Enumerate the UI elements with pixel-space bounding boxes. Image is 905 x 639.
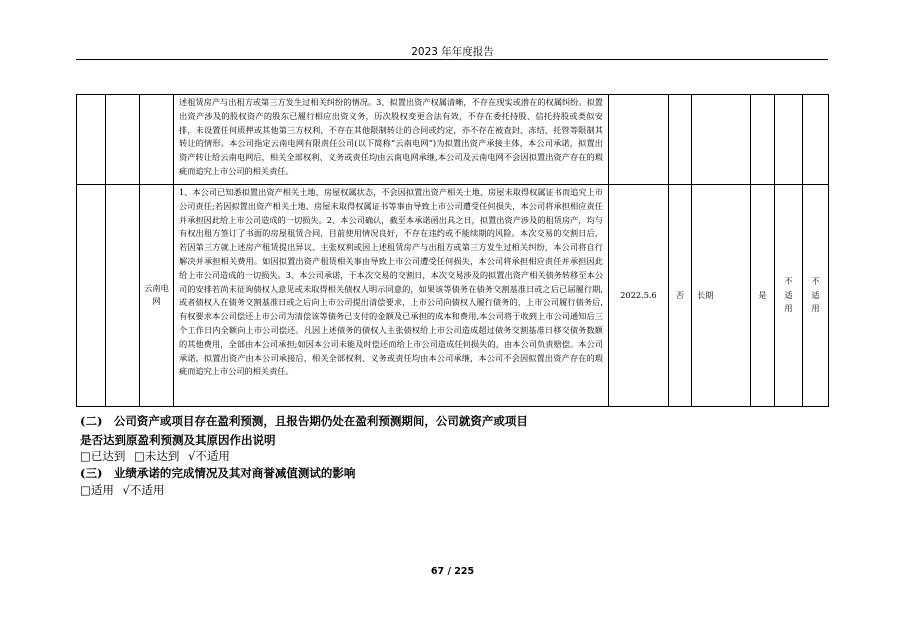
option-not-applicable: √不适用 xyxy=(122,483,165,497)
commitment-party-cell xyxy=(140,185,174,407)
commitment-content: 1、本公司已知悉拟置出资产相关土地、房屋权属状态，不会因拟置出资产相关土地、房屋未取得权属证书而追究上市公司责任;若因拟置出资产相关土地、房屋未取得权属证书等事由导致上市公司遭受任何损失，本公司将承担相应责任并承担因此给上市公司造成的一切损失。2、本公司确认，截至本承诺函出具之日，拟置出资产涉及的租赁房产，均与有权出租方签订了书面的房屋租赁合同，目前使用情况良好，不存在违约或不能续期的风险。本次交易的交割日后，若因第三方就上述房产租赁提出异议、主张权利或因上述租赁房产与出租方或第三方发生过相关纠纷，本公司将自行解决并承担相关费用。如因拟置出资产租赁相关事由导致上市公司遭受任何损失，本公司将承担相应责任并承担因此给上市公司造成的一切损失。3、本公司承诺，于本次交易的交割日，本次交易涉及的拟置出资产相关债务转移至本公司的安排若尚未征询债权人意见或未取得相关债权人明示同意的，如果该等债务在债务交割基准日或之后已届履行期,或者债权人在债务交割基准日或之后向上市公司提出清偿要求，上市公司向债权人履行债务的，上市公司履行债务后,有权要求本公司偿还上市公司为清偿该等债务已支付的金额及已承担的成本和费用,本公司将于收到上市公司通知后三个工作日内全额向上市公司偿还。凡因上述债务的债权人主张债权给上市公司造成超过债务交割基准日移交债务数额的其他费用，全部由本公司承担;如因本公司未能及时偿还而给上市公司造成任何损失的，由本公司负责赔偿。本公司承诺，拟置出资产由本公司承接后，相关全部权利、义务或责任均由本公司承继，本公司不会因拟置出资产存在的瑕疵而追究上市公司的相关责任。 xyxy=(174,185,609,407)
commitment-na-1: 不适用 xyxy=(784,276,793,314)
option-not-applicable: √不适用 xyxy=(188,449,230,463)
commitment-timely: 是 xyxy=(751,185,775,407)
table-cell xyxy=(775,95,803,185)
table-cell xyxy=(106,185,140,407)
commitment-na-cell xyxy=(803,185,829,407)
option-applicable: □适用 xyxy=(80,483,114,497)
section-heading-profit-forecast: (二) 公司资产或项目存在盈利预测，且报告期仍处在盈利预测期间，公司就资产或项目 xyxy=(80,414,528,428)
table-cell xyxy=(803,95,829,185)
header-divider xyxy=(76,59,828,60)
report-header-title: 2023 年年度报告 xyxy=(411,46,494,58)
commitment-na-cell xyxy=(775,185,803,407)
table-cell xyxy=(669,95,692,185)
table-cell xyxy=(751,95,775,185)
commitment-party: 云南电网 xyxy=(144,282,169,307)
table-cell xyxy=(106,95,140,185)
commitment-table xyxy=(76,94,829,407)
table-cell xyxy=(77,95,106,185)
section-heading-profit-forecast-cont: 是否达到原盈利预测及其原因作出说明 xyxy=(80,433,276,447)
commitment-content: 述租赁房产与出租方或第三方发生过相关纠纷的情况。3、拟置出资产权属清晰，不存在现实或潜在的权属纠纷。拟置出资产涉及的股权资产的股东已履行相应出资义务，历次股权变更合法有效，不存在委托持股、信托持股或类似安排，未设置任何质押或其他第三方权利，不存在其他限制转让的合同或约定，亦不存在被查封、冻结、托管等限制其转让的情形。本公司指定云南电网有限责任公司(以下简称“云南电网”)为拟置出资产承接主体，本公司承诺，拟置出资产转让给云南电网后，相关全部权利、义务或责任均由云南电网承继,本公司及云南电网不会因拟置出资产存在的瑕疵而追究上市公司的相关责任。 xyxy=(174,95,609,185)
table-cell xyxy=(77,185,106,407)
commitment-na-2: 不适用 xyxy=(811,276,820,314)
option-reached: □已达到 xyxy=(80,449,126,463)
performance-commitment-options xyxy=(80,482,169,498)
option-not-reached: □未达到 xyxy=(134,449,180,463)
table-cell xyxy=(692,95,751,185)
table-row xyxy=(77,95,829,185)
table-row xyxy=(77,185,829,407)
table-cell xyxy=(609,95,669,185)
commitment-has-term: 否 xyxy=(669,185,692,407)
commitment-date: 2022.5.6 xyxy=(609,185,669,407)
profit-forecast-options xyxy=(80,448,235,464)
table-cell xyxy=(140,95,174,185)
page-number: 67 / 225 xyxy=(430,566,475,577)
commitment-term: 长期 xyxy=(692,185,751,407)
section-heading-performance-commitment: (三) 业绩承诺的完成情况及其对商誉减值测试的影响 xyxy=(80,466,356,480)
